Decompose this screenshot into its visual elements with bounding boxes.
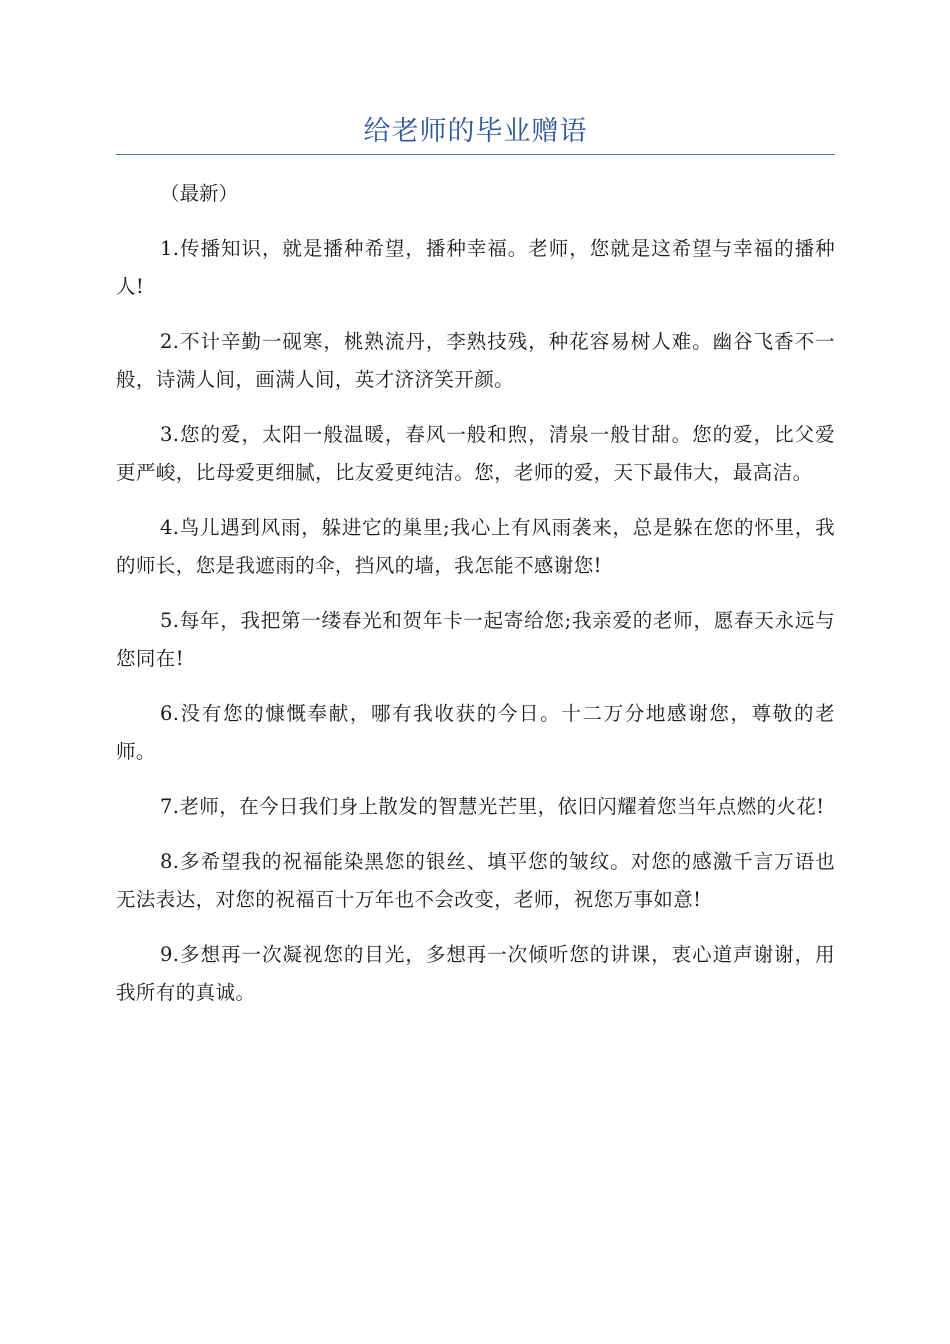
paragraph-1: 1.传播知识，就是播种希望，播种幸福。老师，您就是这希望与幸福的播种人!	[116, 237, 835, 298]
document-subtitle: （最新）	[160, 182, 239, 205]
title-block	[116, 112, 835, 155]
document-title: 给老师的毕业赠语	[363, 116, 588, 147]
paragraph-4: 4.鸟儿遇到风雨，躲进它的巢里;我心上有风雨袭来，总是躲在您的怀里，我的师长，您是我遮雨的伞，挡风的墙，我怎能不感谢您!	[116, 516, 835, 577]
paragraph-7: 7.老师，在今日我们身上散发的智慧光芒里，依旧闪耀着您当年点燃的火花!	[160, 795, 825, 818]
paragraph-5: 5.每年，我把第一缕春光和贺年卡一起寄给您;我亲爱的老师，愿春天永远与您同在!	[116, 609, 835, 670]
title-underline	[116, 154, 835, 155]
paragraph-8: 8.多希望我的祝福能染黑您的银丝、填平您的皱纹。对您的感激千言万语也无法表达，对您的祝福百十万年也不会改变，老师，祝您万事如意!	[116, 850, 835, 911]
document-body	[116, 175, 835, 1029]
paragraph-3: 3.您的爱，太阳一般温暖，春风一般和煦，清泉一般甘甜。您的爱，比父爱更严峻，比母爱更细腻，比友爱更纯洁。您，老师的爱，天下最伟大，最高洁。	[116, 423, 835, 484]
paragraph-9: 9.多想再一次凝视您的目光，多想再一次倾听您的讲课，衷心道声谢谢，用我所有的真诚。	[116, 943, 835, 1004]
paragraph-2: 2.不计辛勤一砚寒，桃熟流丹，李熟技残，种花容易树人难。幽谷飞香不一般，诗满人间，画满人间，英才济济笑开颜。	[116, 330, 835, 391]
paragraph-6: 6.没有您的慷慨奉献，哪有我收获的今日。十二万分地感谢您，尊敬的老师。	[116, 702, 835, 763]
